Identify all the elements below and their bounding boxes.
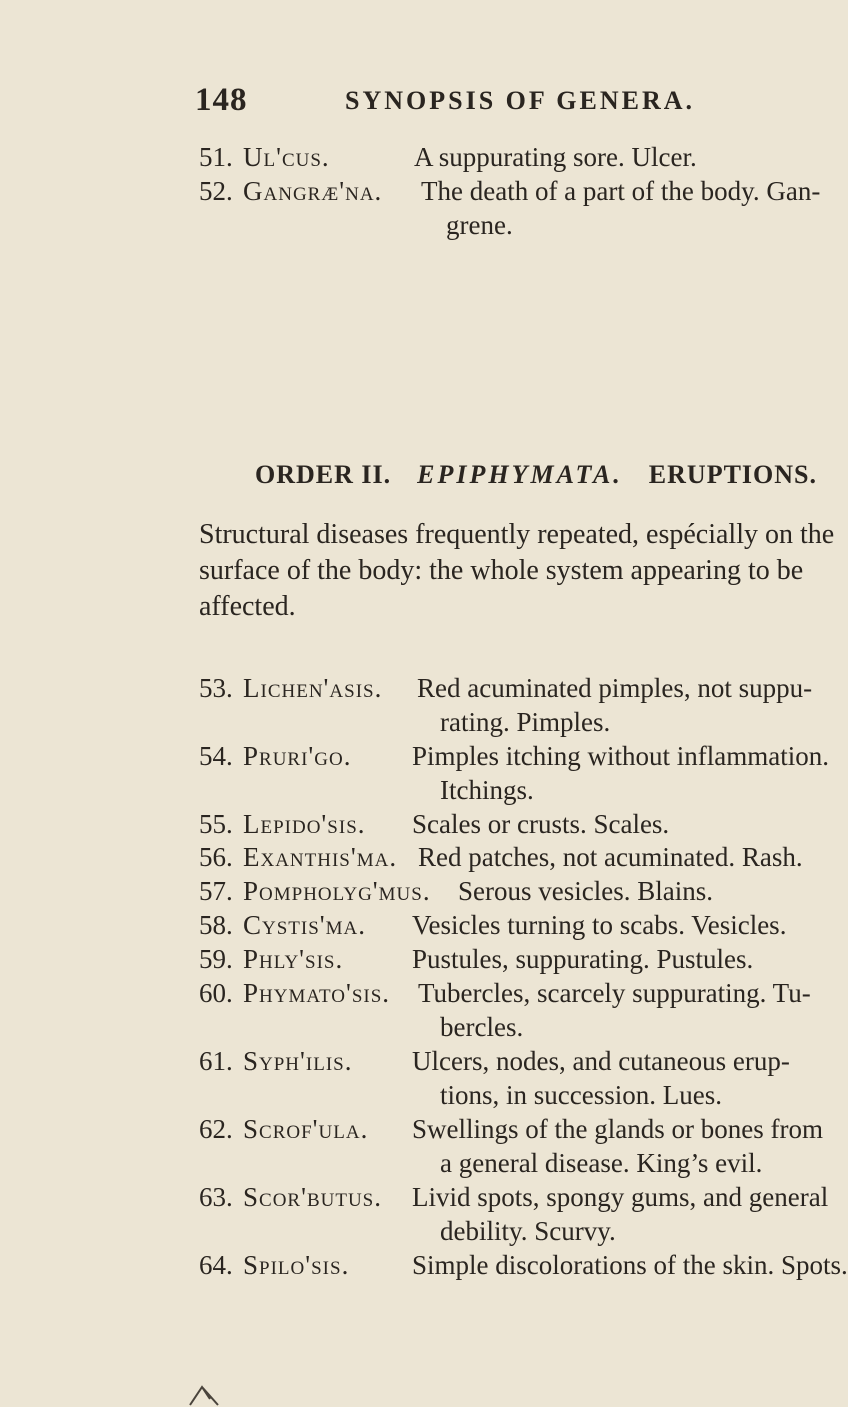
entry-number: 57.: [199, 876, 233, 906]
description-line: surface of the body: the whole system appearing to be: [199, 555, 804, 586]
entry-definition-cont: a general disease. King’s evil.: [440, 1148, 763, 1178]
order-label: ORDER II.: [255, 460, 392, 489]
order-title: EPIPHYMATA.: [417, 460, 623, 489]
entry-definition: Pustules, suppurating. Pustules.: [412, 944, 754, 974]
entry-term: Ul'cus.: [243, 142, 330, 172]
entry-term: Pruri'go.: [243, 741, 352, 771]
entry-number: 55.: [199, 809, 233, 839]
entry-term: Lepido'sis.: [243, 809, 366, 839]
entry-number: 61.: [199, 1046, 233, 1076]
entry-term: Phly'sis.: [243, 944, 344, 974]
entry-definition-cont: rating. Pimples.: [440, 707, 611, 737]
order-name: ERUPTIONS.: [648, 460, 817, 489]
entry-definition: Livid spots, spongy gums, and general: [412, 1182, 829, 1212]
entry-number: 62.: [199, 1114, 233, 1144]
entry-term: Lichen'asis.: [243, 673, 383, 703]
description-line: affected.: [199, 591, 296, 622]
order-description: [199, 517, 835, 625]
entry-definition: Red patches, not acuminated. Rash.: [418, 842, 803, 872]
entry-definition: Tubercles, scarcely suppurating. Tu-: [418, 978, 811, 1008]
entry-definition: A suppurating sore. Ulcer.: [414, 142, 697, 172]
entry-term: Scrof'ula.: [243, 1114, 369, 1144]
entry-number: 54.: [199, 741, 233, 771]
entry-term: Exanthis'ma.: [243, 842, 398, 872]
entry-number: 51.: [199, 142, 233, 172]
running-head: SYNOPSIS OF GENERA.: [345, 86, 696, 115]
entry-definition-cont: bercles.: [440, 1012, 524, 1042]
entry-definition: The death of a part of the body. Gan-: [421, 176, 821, 206]
entry-number: 58.: [199, 910, 233, 940]
order-heading: [255, 460, 817, 490]
entry-number: 63.: [199, 1182, 233, 1212]
entry-number: 59.: [199, 944, 233, 974]
entry-term: Pompholyg'mus.: [243, 876, 431, 906]
entry-definition: Red acuminated pimples, not suppu-: [417, 673, 813, 703]
entry-number: 53.: [199, 673, 233, 703]
pencil-mark-icon: [188, 1385, 228, 1407]
entry-term: Phymato'sis.: [243, 978, 391, 1008]
entry-number: 56.: [199, 842, 233, 872]
entry-definition: Swellings of the glands or bones from: [412, 1114, 823, 1144]
entry-term: Spilo'sis.: [243, 1250, 350, 1280]
entry-number: 64.: [199, 1250, 233, 1280]
entry-definition: Pimples itching without inflammation.: [412, 741, 829, 771]
entry-definition: Vesicles turning to scabs. Vesicles.: [412, 910, 787, 940]
entry-definition: Serous vesicles. Blains.: [458, 876, 713, 906]
entry-term: Scor'butus.: [243, 1182, 382, 1212]
entry-definition: Simple discolorations of the skin. Spots.: [412, 1250, 848, 1280]
entry-term: Syph'ilis.: [243, 1046, 353, 1076]
entry-number: 52.: [199, 176, 233, 206]
entry-definition: Scales or crusts. Scales.: [412, 809, 670, 839]
entry-number: 60.: [199, 978, 233, 1008]
page-number: 148: [195, 82, 248, 118]
entry-term: Gangræ'na.: [243, 176, 383, 206]
entry-definition-cont: debility. Scurvy.: [440, 1216, 616, 1246]
entry-definition-cont: grene.: [446, 210, 513, 240]
entry-term: Cystis'ma.: [243, 910, 367, 940]
entry-definition-cont: tions, in succession. Lues.: [440, 1080, 722, 1110]
entry-definition: Ulcers, nodes, and cutaneous erup-: [412, 1046, 790, 1076]
page-header: [195, 82, 715, 122]
description-line: Structural diseases frequently repeated, espécially on the: [199, 519, 835, 550]
entry-definition-cont: Itchings.: [440, 775, 534, 805]
